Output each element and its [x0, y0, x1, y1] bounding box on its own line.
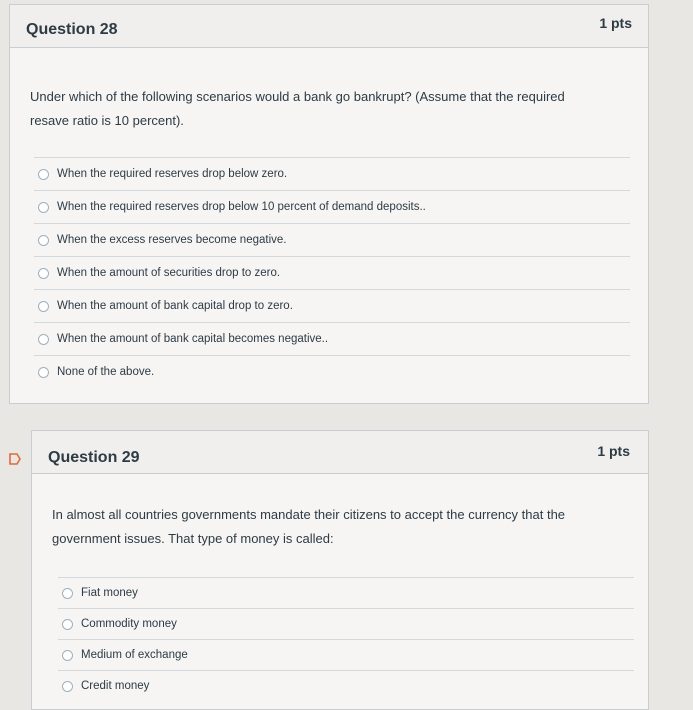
question-29-points: 1 pts [597, 443, 630, 459]
question-28-title: Question 28 [26, 21, 118, 38]
answer-option[interactable] [34, 289, 630, 322]
answer-label: Credit money [81, 680, 150, 692]
answer-label: Commodity money [81, 618, 177, 630]
question-28-answers [34, 157, 630, 388]
answer-label: When the amount of securities drop to zero. [57, 267, 281, 279]
answer-label: Medium of exchange [81, 649, 188, 661]
question-28-points: 1 pts [599, 15, 632, 31]
answer-label: None of the above. [57, 366, 155, 378]
question-28-card [9, 4, 649, 404]
radio-button[interactable] [62, 619, 73, 630]
answer-option[interactable] [34, 355, 630, 388]
radio-button[interactable] [38, 334, 49, 345]
answer-label: When the required reserves drop below 10 percent of demand deposits.. [57, 201, 426, 213]
answer-label: When the required reserves drop below zero. [57, 168, 288, 180]
question-29-card [31, 430, 649, 710]
question-29-answers [58, 577, 634, 701]
answer-option[interactable] [34, 223, 630, 256]
answer-option[interactable] [34, 190, 630, 223]
radio-button[interactable] [62, 650, 73, 661]
answer-option[interactable] [58, 577, 634, 608]
answer-label: When the amount of bank capital drop to zero. [57, 300, 293, 312]
radio-button[interactable] [38, 301, 49, 312]
answer-option[interactable] [34, 157, 630, 190]
answer-option[interactable] [58, 608, 634, 639]
answer-label: Fiat money [81, 587, 138, 599]
question-28-text: Under which of the following scenarios would a bank go bankrupt? (Assume that the required resave ratio is 10 percent). [30, 89, 565, 128]
radio-button[interactable] [38, 367, 49, 378]
flag-bookmark-icon[interactable] [8, 452, 22, 466]
answer-label: When the amount of bank capital becomes negative.. [57, 333, 329, 345]
answer-option[interactable] [34, 322, 630, 355]
radio-button[interactable] [38, 268, 49, 279]
radio-button[interactable] [38, 235, 49, 246]
radio-button[interactable] [38, 169, 49, 180]
answer-option[interactable] [34, 256, 630, 289]
radio-button[interactable] [38, 202, 49, 213]
answer-label: When the excess reserves become negative. [57, 234, 287, 246]
question-28-header [10, 5, 648, 48]
answer-option[interactable] [58, 639, 634, 670]
question-29-title: Question 29 [48, 449, 140, 466]
radio-button[interactable] [62, 681, 73, 692]
question-29-header [32, 431, 648, 474]
answer-option[interactable] [58, 670, 634, 701]
question-29-text: In almost all countries governments mandate their citizens to accept the currency that the government issues. That type of money is called: [52, 507, 566, 546]
radio-button[interactable] [62, 588, 73, 599]
